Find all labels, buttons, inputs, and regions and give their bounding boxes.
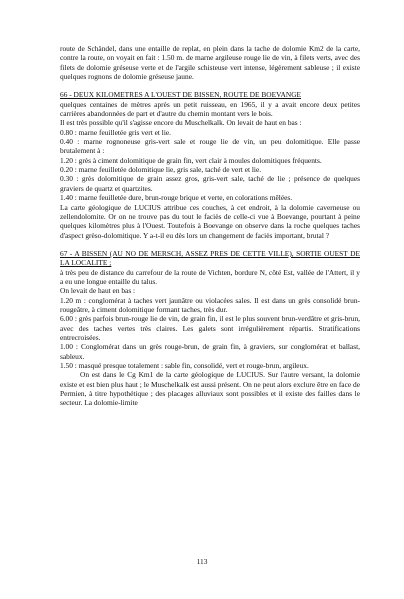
body-text: [60, 44, 360, 408]
section-67-layer: 1.20 m : conglomérat à taches vert jaunâtre ou violacées sales. Il est dans un grès consolidé brun-rougeâtre, à ciment dolomitique formant taches, très dur.: [60, 295, 360, 314]
section-66-intro: quelques centaines de mètres après un petit ruisseau, en 1965, il y a avait encore deux petites carrières abandonnées de part et d'autre du chemin montant vers le bois.: [60, 99, 360, 119]
intro-paragraph: route de Schändel, dans une entaille de replat, en plein dans la tache de dolomie Km2 de la carte, contre la route, on voyait en fait : 1.50 m. de marne argileuse rouge lie de vin, à filets verts, avec des filets de dolomie gréseuse verte et de l'argile schisteuse vert intense, légèrement sableuse ; il existe quelques rognons de dolomie gréseuse jaune.: [60, 44, 360, 82]
section-66: [60, 90, 360, 240]
section-67-layer: 1.50 : masqué presque totalement : sable fin, consolidé, vert et rouge-brun, argileux.: [60, 361, 309, 370]
intro-block: [60, 44, 360, 81]
section-67-conclusion: On est dans le Cg Km1 de la carte géologique de LUCIUS. Sur l'autre versant, la dolomie existe et est bien plus haut ; le Muschelkalk est aussi présent. On ne peut alors exclure être en face de Permien, à titre hypothétique ; des placages alluviaux sont possibles et il existe des failles dans le secteur. La dolomie-limite: [60, 370, 360, 408]
section-66-layer: 0.30 : grès dolomitique de grain assez gros, gris-vert sale, taché de lie ; présence de quelques graviers de quartz et quartzites.: [60, 174, 360, 193]
section-66-layer: 1.40 : marne feuilletée dure, brun-rouge brique et verte, en colorations mêlées.: [60, 193, 293, 203]
section-67-intro: à très peu de distance du carrefour de la route de Vichten, bordure N, côté Est, vallée de l'Attert, il y a eu une longue entaille du talus.: [60, 267, 360, 286]
section-67-layer: 6.00 : grès parfois brun-rouge lie de vin, de grain fin, il est le plus souvent brun-verdâtre et gris-brun, avec des taches vertes très claires. Les galets sont irrégulièrement répartis. Stratifications entrecroisées.: [60, 314, 360, 342]
section-66-layer: 0.20 : marne feuilletée dolomitique lie, gris sale, taché de vert et lie.: [60, 165, 262, 175]
section-67-layer: 1.00 : Conglomérat dans un grès rouge-brun, de grain fin, à graviers, sur conglomérat et ballast, sableux.: [60, 342, 360, 361]
section-67-heading: 67 - A BISSEN (AU NO DE MERSCH, ASSEZ PRES DE CETTE VILLE), SORTIE OUEST DE LA LOCALITE ;: [60, 248, 360, 268]
section-66-heading: 66 - DEUX KILOMETRES A L'OUEST DE BISSEN, ROUTE DE BOEVANGE: [60, 90, 302, 100]
section-66-line: Il est très possible qu'il s'agisse encore du Muschelkalk. On levait de haut en bas :: [60, 118, 302, 128]
page-number: 113: [196, 557, 208, 566]
section-67: [60, 249, 360, 408]
section-66-layer: 0.80 : marne feuilletée gris vert et lie.: [60, 127, 172, 137]
section-66-layer: 1.20 : grès à ciment dolomitique de grain fin, vert clair à moules dolomitiques fréquents.: [60, 155, 322, 165]
section-66-conclusion: La carte géologique de LUCIUS attribue ces couches, à cet endroit, à la dolomie caverneuse ou zellendolomite. Or on ne trouve pas du tout le faciès de celle-ci vue à Boevange, pourtant à peine quelques kilomètres plus à l'Ouest. Toutefois à Boevange on observe dans la roche quelques taches d'aspect grèso-dolomitique. Y a-t-il eu dès lors un changement de faciès important, brutal ?: [60, 202, 360, 240]
section-67-line: On levait de haut en bas :: [60, 286, 136, 296]
section-66-layer: 0.40 : marne rognoneuse gris-vert sale et rouge lie de vin, un peu dolomitique. Elle passe brutalement à :: [60, 137, 360, 156]
